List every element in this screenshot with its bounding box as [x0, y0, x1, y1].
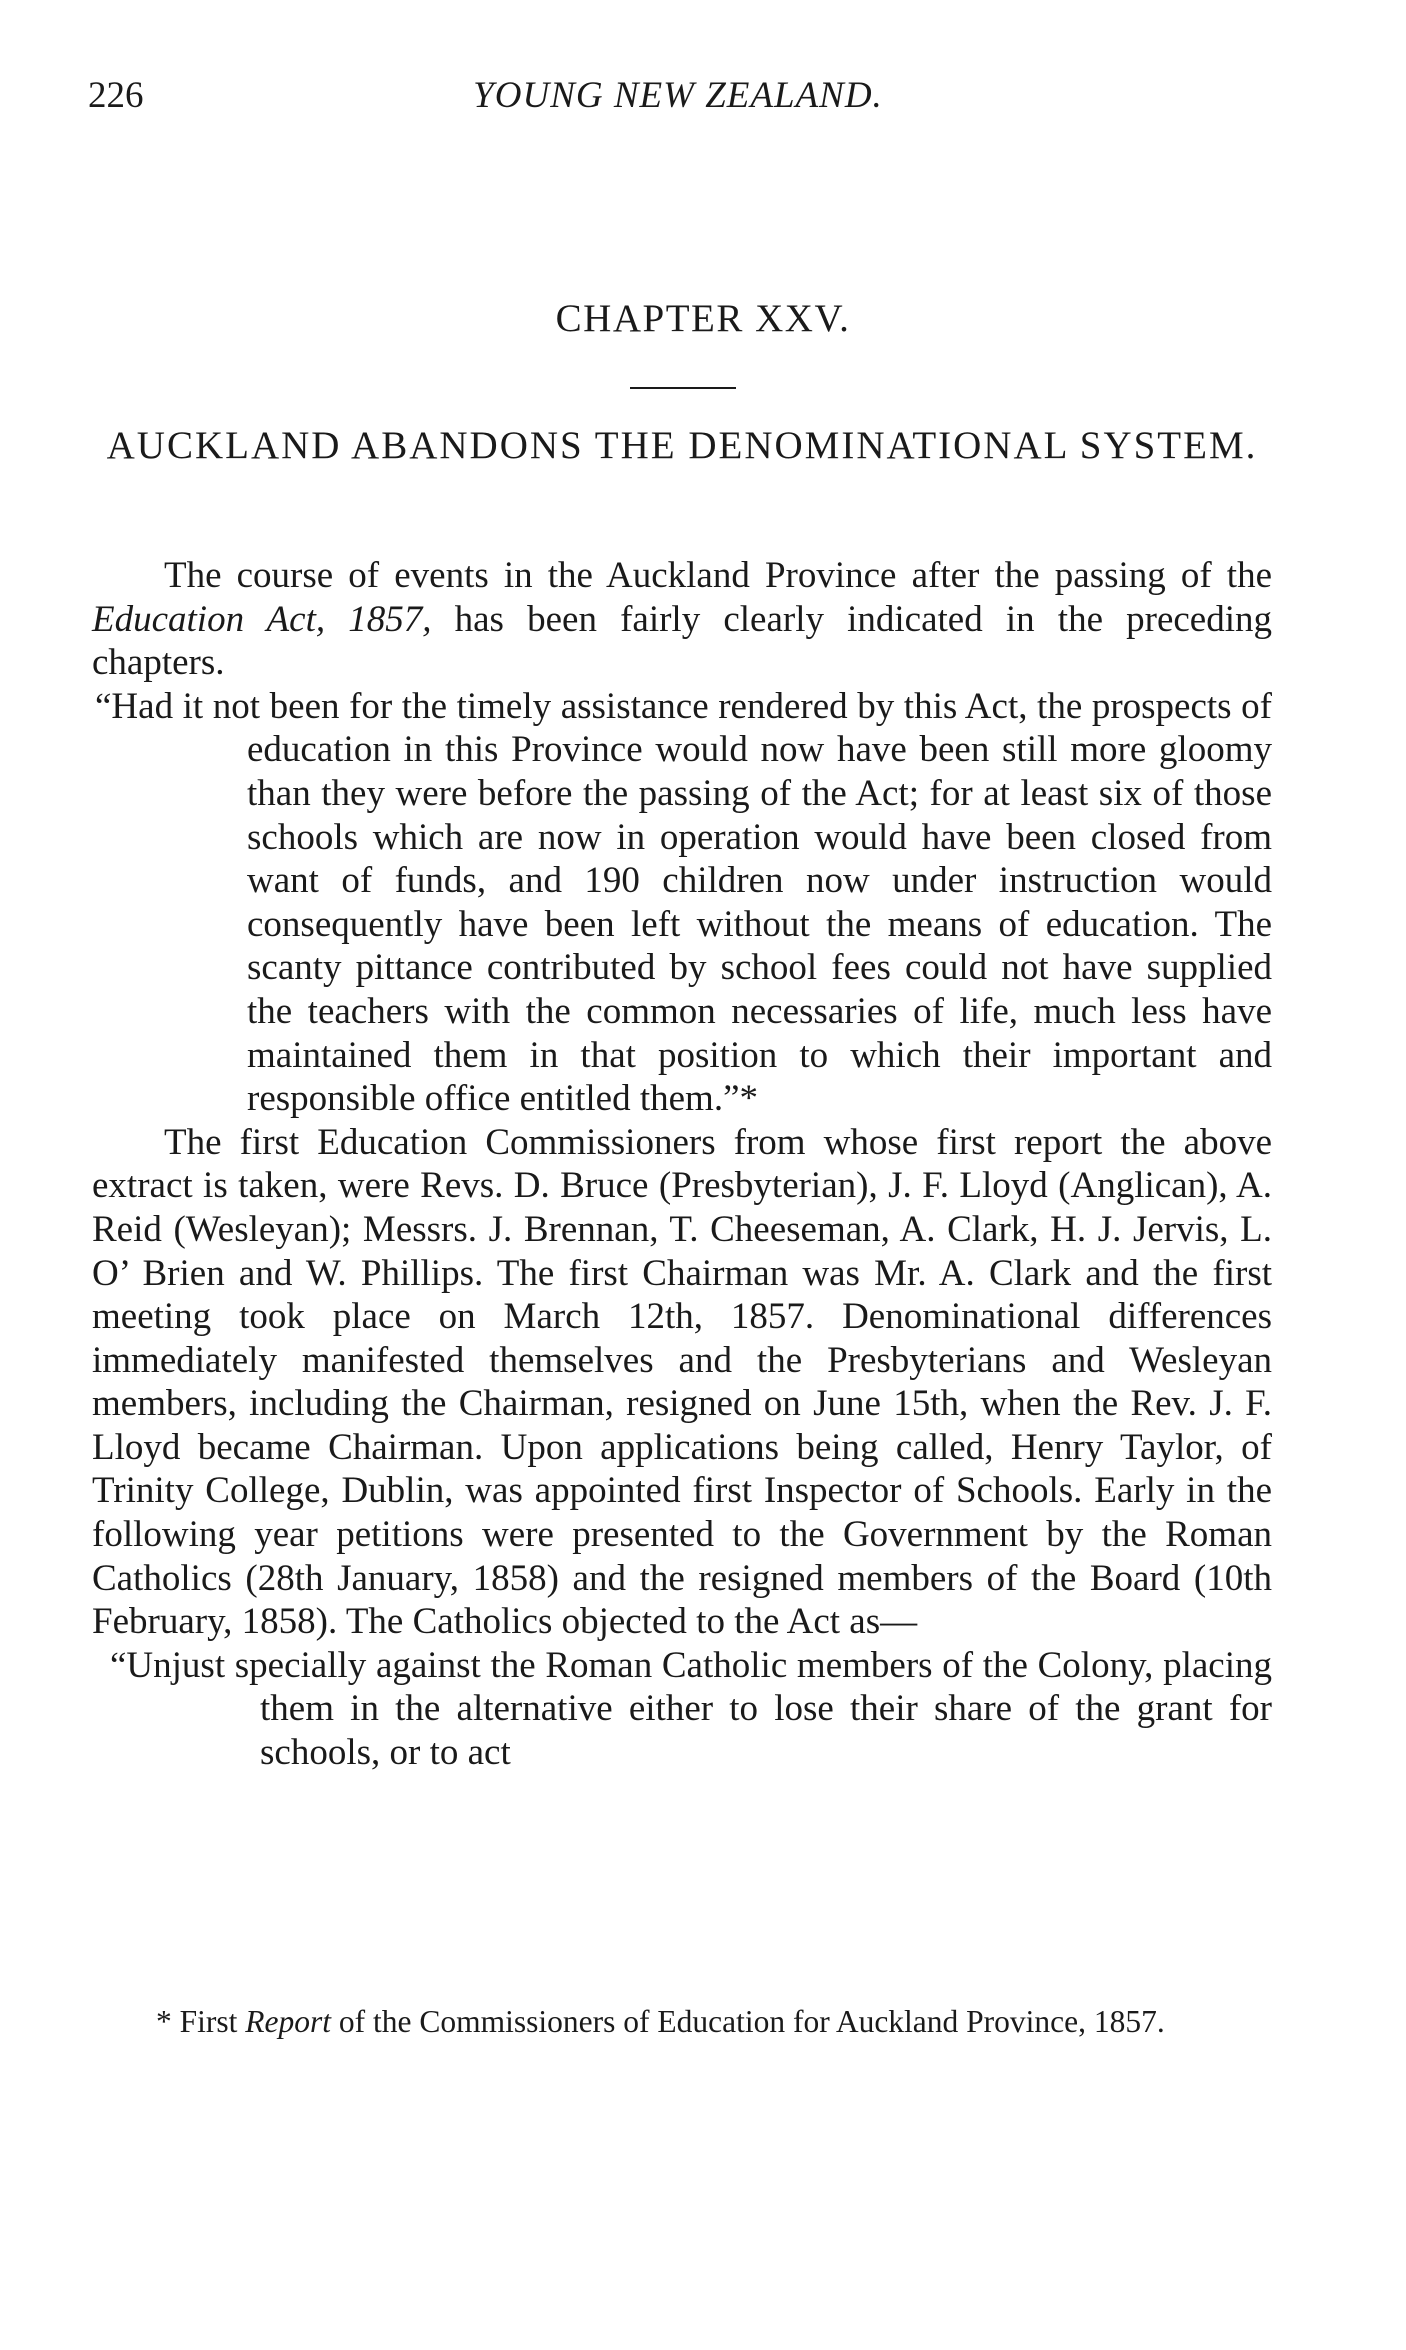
- running-title: YOUNG NEW ZEALAND.: [473, 75, 883, 116]
- footnote: [92, 2003, 1272, 2040]
- paragraph-commissioners: The first Education Commissioners from whose first report the above extract is taken, were Revs. D. Bruce (Presbyterian), J. F. Lloyd (Anglican), A. Reid (Wesleyan); Messrs. J. Brennan, T. Cheeseman, A. Clark, H. J. Jervis, L. O’ Brien and W. Phillips. The first Chairman was Mr. A. Clark and the first meeting took place on March 12th, 1857. Denominational differences immediately manifested themselves and the Presbyterians and Wesleyan members, including the Chairman, resigned on June 15th, when the Rev. J. F. Lloyd became Chairman. Upon applications being called, Henry Taylor, of Trinity College, Dublin, was appointed first Inspector of Schools. Early in the following year petitions were presented to the Government by the Roman Catholics (28th January, 1858) and the resigned members of the Board (10th February, 1858). The Catholics objected to the Act as—: [92, 1121, 1272, 1643]
- running-head: [88, 74, 1268, 120]
- act-title: Education Act, 1857,: [92, 598, 432, 640]
- footnote-text-end: of the Commissioners of Education for Auckland Province, 1857.: [331, 2004, 1165, 2039]
- chapter-divider: [630, 387, 736, 389]
- paragraph-intro-text-end: has been fairly clearly indicated in the preceding chapters.: [92, 598, 1272, 684]
- body-text: [92, 554, 1272, 1775]
- footnote-text: * First: [156, 2004, 246, 2039]
- page-number: 226: [88, 75, 144, 116]
- paragraph-intro: [92, 554, 1272, 685]
- chapter-number: CHAPTER XXV.: [555, 297, 851, 340]
- block-quote-catholics: “Unjust specially against the Roman Catholic members of the Colony, placing them in the alternative either to lose their share of the grant for schools, or to act: [110, 1644, 1272, 1774]
- footnote-report: Report: [245, 2004, 332, 2039]
- paragraph-intro-text: The course of events in the Auckland Province after the passing of the: [164, 555, 1272, 596]
- block-quote-commissioners: “Had it not been for the timely assistance rendered by this Act, the prospects of education in this Province would now have been still more gloomy than they were before the passing of the Act; for at least six of those schools which are now in operation would have been closed from want of funds, and 190 children now under instruction would consequently have been left without the means of education. The scanty pittance contributed by school fees could not have supplied the teachers with the common necessaries of life, much less have maintained them in that position to which their important and responsible office entitled them.”*: [95, 685, 1272, 1120]
- chapter-title: AUCKLAND ABANDONS THE DENOMINATIONAL SYSTEM.: [106, 424, 1258, 467]
